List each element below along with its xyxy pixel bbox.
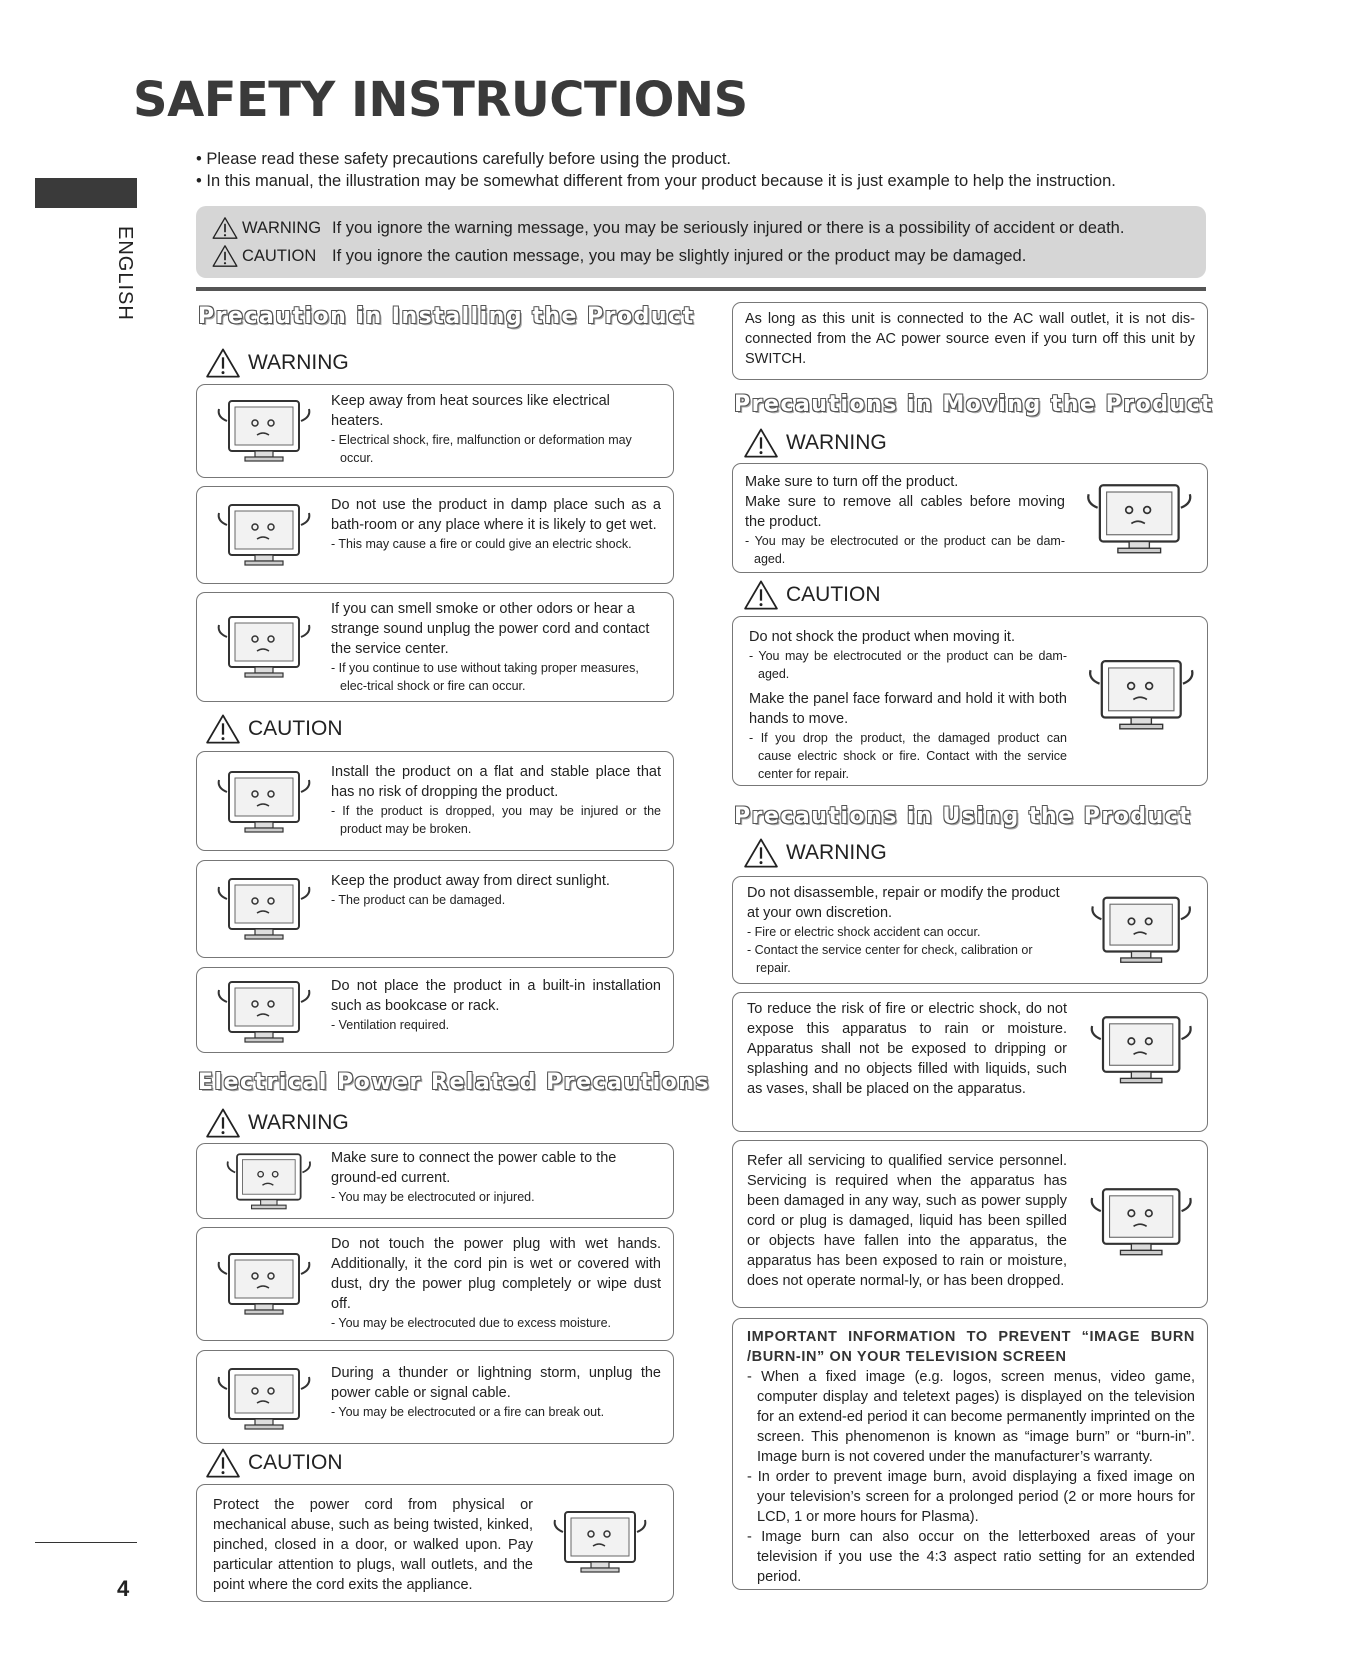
section-title-installing: Precaution in Installing the Product [198, 304, 695, 329]
item-text: Make sure to connect the power cable to the ground-ed current. [331, 1150, 617, 1186]
item-subtext: - You may be electrocuted or the product can be dam-aged. [745, 534, 1065, 566]
tv-wet-hands-illustration [207, 1244, 317, 1324]
item-text: Keep the product away from direct sunlight. [331, 873, 610, 889]
moving-caution-badge [744, 580, 881, 610]
important-info-box [732, 1318, 1208, 1590]
intro-line-1: • Please read these safety precautions carefully before using the product. [196, 150, 732, 168]
caution-triangle-icon [212, 245, 238, 267]
item-subtext: - You may be electrocuted due to excess moisture. [331, 1316, 612, 1330]
tv-sunlight-illustration [207, 869, 317, 949]
item-subtext: - Ventilation required. [331, 1018, 450, 1032]
important-item: - Image burn can also occur on the letterboxed areas of your television if you use the 4:3 aspect ratio setting for an extended period. [747, 1529, 1195, 1585]
side-language-label: ENGLISH [114, 226, 136, 321]
electrical-item-1 [196, 1143, 674, 1219]
plug-ground-illustration [217, 1144, 317, 1219]
electrical-caution-label: CAUTION [248, 1451, 343, 1474]
electrical-caution-badge [206, 1448, 343, 1478]
legend-caution-row [212, 242, 1190, 270]
section-title-electrical: Electrical Power Related Precautions [198, 1070, 710, 1095]
legend-caution-label: CAUTION [242, 246, 317, 265]
footer-rule [35, 1542, 137, 1543]
tv-heater-illustration [207, 391, 317, 471]
cord-hand-illustration [543, 1497, 653, 1587]
ac-note-text: As long as this unit is connected to the AC wall outlet, it is not dis-connected from the AC power source even if you turn off this unit by SWITCH. [745, 311, 1195, 367]
item-subtext: - You may be electrocuted or a fire can break out. [331, 1405, 605, 1419]
side-tab-bar [35, 178, 137, 208]
ac-note-box [732, 302, 1208, 380]
installing-warning-label: WARNING [248, 351, 349, 374]
electrical-item-2 [196, 1227, 674, 1341]
warning-triangle-icon [206, 348, 240, 378]
moving-caution-label: CAUTION [786, 583, 881, 606]
installing-item-4 [196, 751, 674, 851]
tv-smoke-illustration [207, 607, 317, 687]
item-text: Do not shock the product when moving it. [749, 629, 1015, 645]
intro-line-2: • In this manual, the illustration may be somewhat different from your product because it is just example to help the instruction. [196, 172, 1116, 190]
item-subtext: - You may be electrocuted or injured. [331, 1190, 535, 1204]
item-text: Do not disassemble, repair or modify the product at your own discretion. [747, 885, 1060, 921]
using-item-2 [732, 992, 1208, 1132]
item-text: To reduce the risk of fire or electric shock, do not expose this apparatus to rain or moisture. Apparatus shall not be exposed to dripping or splashing and no objects filled with liquids, such as vases, shall be placed on the apparatus. [747, 1001, 1067, 1097]
important-item: - When a fixed image (e.g. logos, screen menus, video game, computer display and teletext pages) is displayed on the television for an extend-ed period it can become permanently imprinted on the screen. This phenomenon is known as “image burn” or “burn-in”. Image burn is not covered under the manufacturer’s warranty. [747, 1369, 1195, 1465]
item-text: Keep away from heat sources like electrical heaters. [331, 393, 610, 429]
tv-cables-illustration [1075, 474, 1199, 564]
service-person-illustration [1079, 1177, 1199, 1267]
legend-caution-text: If you ignore the caution message, you may be slightly injured or the product may be damaged. [332, 246, 1027, 265]
item-subtext: - The product can be damaged. [331, 893, 506, 907]
tv-bookcase-illustration [207, 972, 317, 1052]
legend-box [196, 206, 1206, 278]
installing-item-2 [196, 486, 674, 584]
item-text: Do not touch the power plug with wet hands. Additionally, it the cord pin is wet or covered with dust, dry the power plug completely or wipe dust off. [331, 1236, 661, 1312]
item-subtext: - If the product is dropped, you may be injured or the product may be broken. [331, 804, 661, 836]
item-text: Refer all servicing to qualified service personnel. Servicing is required when the apparatus has been damaged in any way, such as power supply cord or plug is damaged, liquid has been spilled or objects have fallen into the apparatus, the apparatus has been exposed to rain or moisture, does not operate normal-ly, or has been dropped. [747, 1153, 1067, 1289]
item-subtext: - If you drop the product, the damaged product can cause electric shock or fire. Contact with the service center for repair. [749, 731, 1067, 781]
item-text: If you can smell smoke or other odors or hear a strange sound unplug the power cord and contact the service center. [331, 601, 650, 657]
warning-triangle-icon [744, 428, 778, 458]
installing-item-5 [196, 860, 674, 958]
item-subtext: - Electrical shock, fire, malfunction or deformation may occur. [331, 433, 632, 465]
moving-warning-badge [744, 428, 887, 458]
electrical-item-4 [196, 1484, 674, 1602]
item-text: Make sure to turn off the product. [745, 474, 959, 490]
electrical-warning-badge [206, 1108, 349, 1138]
installing-item-1 [196, 384, 674, 478]
warning-triangle-icon [212, 217, 238, 239]
installing-item-6 [196, 967, 674, 1053]
important-title: IMPORTANT INFORMATION TO PREVENT “IMAGE BURN /BURN-IN” ON YOUR TELEVISION SCREEN [747, 1329, 1195, 1365]
caution-triangle-icon [744, 580, 778, 610]
item-text: Make sure to remove all cables before moving the product. [745, 494, 1065, 530]
tv-storm-illustration [207, 1359, 317, 1439]
tv-rain-window-illustration [1079, 1005, 1199, 1095]
item-text: Do not use the product in damp place such as a bath-room or any place where it is likely to get wet. [331, 497, 661, 533]
installing-caution-badge [206, 714, 343, 744]
tv-repair-illustration [1079, 887, 1199, 973]
using-warning-label: WARNING [786, 841, 887, 864]
using-item-1 [732, 876, 1208, 984]
item-text: Install the product on a flat and stable place that has no risk of dropping the product. [331, 764, 661, 800]
installing-item-3 [196, 592, 674, 702]
item-text: Make the panel face forward and hold it with both hands to move. [749, 691, 1067, 727]
warning-triangle-icon [206, 1108, 240, 1138]
electrical-warning-label: WARNING [248, 1111, 349, 1134]
warning-triangle-icon [744, 838, 778, 868]
legend-warning-text: If you ignore the warning message, you may be seriously injured or there is a possibility of accident or death. [332, 218, 1125, 237]
tv-stand-illustration [207, 762, 317, 842]
item-subtext: - You may be electrocuted or the product can be dam-aged. [749, 649, 1067, 681]
item-subtext: - Fire or electric shock accident can occur. [747, 925, 981, 939]
page-number: 4 [117, 1576, 130, 1601]
item-text: Protect the power cord from physical or mechanical abuse, such as being twisted, kinked, pinched, closed in a door, or walked upon. Pay particular attention to plugs, wall outlets, and the point where the cord exits the appliance. [213, 1497, 533, 1593]
item-subtext: - Contact the service center for check, calibration or repair. [747, 943, 1033, 975]
two-people-carry-illustration [1077, 647, 1201, 743]
item-text: During a thunder or lightning storm, unplug the power cable or signal cable. [331, 1365, 661, 1401]
important-item: - In order to prevent image burn, avoid displaying a fixed image on your television’s screen for a prolonged period (2 or more hours for LCD, 1 or more hours for Plasma). [747, 1469, 1195, 1525]
item-text: Do not place the product in a built-in installation such as bookcase or rack. [331, 978, 661, 1014]
legend-warning-row [212, 214, 1190, 242]
using-item-3 [732, 1140, 1208, 1308]
item-subtext: - If you continue to use without taking proper measures, elec-trical shock or fire can occur. [331, 661, 639, 693]
moving-caution-item [732, 616, 1208, 786]
moving-warning-label: WARNING [786, 431, 887, 454]
moving-warning-item [732, 463, 1208, 573]
installing-caution-label: CAUTION [248, 717, 343, 740]
section-title-moving: Precautions in Moving the Product [734, 392, 1214, 417]
using-warning-badge [744, 838, 887, 868]
section-title-using: Precautions in Using the Product [734, 804, 1192, 829]
caution-triangle-icon [206, 1448, 240, 1478]
page-title: SAFETY INSTRUCTIONS [133, 72, 748, 128]
electrical-item-3 [196, 1350, 674, 1444]
header-divider [196, 287, 1206, 291]
item-subtext: - This may cause a fire or could give an electric shock. [331, 537, 632, 551]
caution-triangle-icon [206, 714, 240, 744]
legend-warning-label: WARNING [242, 218, 322, 237]
tv-damp-illustration [207, 495, 317, 575]
intro-text [196, 148, 1116, 192]
installing-warning-badge [206, 348, 349, 378]
